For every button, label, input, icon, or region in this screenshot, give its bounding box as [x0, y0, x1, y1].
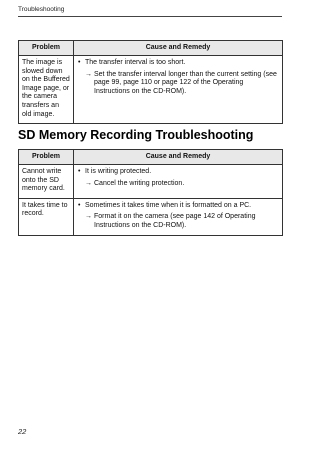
- arrow-right-icon: →: [85, 70, 92, 78]
- running-header: Troubleshooting: [18, 6, 65, 13]
- cause-text: It is writing protected.: [85, 168, 152, 175]
- problem-cell: Cannot write onto the SD memory card.: [19, 165, 74, 199]
- remedy-item: [77, 213, 279, 230]
- problem-column-header: Problem: [19, 150, 74, 165]
- troubleshooting-table-2: [18, 149, 283, 236]
- remedy-item: [77, 180, 279, 189]
- troubleshooting-table-1: [18, 40, 283, 124]
- cause-item: [77, 202, 279, 211]
- table-row: [19, 165, 283, 199]
- remedy-item: [77, 71, 279, 97]
- arrow-right-icon: →: [85, 179, 92, 187]
- page-number: 22: [18, 427, 27, 436]
- cause-column-header: Cause and Remedy: [74, 150, 283, 165]
- cause-item: [77, 168, 279, 177]
- remedy-text: Cancel the writing protection.: [94, 179, 185, 187]
- cause-text: The transfer interval is too short.: [85, 59, 186, 66]
- table-row: [19, 56, 283, 124]
- cause-remedy-cell: [74, 56, 283, 124]
- remedy-text: Format it on the camera (see page 142 of Operating Instructions on the CD-ROM).: [94, 213, 256, 229]
- problem-cell: The image is slowed down on the Buffered Image page, or the camera transfers an old image.: [19, 56, 74, 124]
- header-rule: [18, 16, 282, 17]
- cause-remedy-cell: [74, 198, 283, 235]
- table-header-row: [19, 150, 283, 165]
- bullet-icon: •: [78, 201, 81, 209]
- cause-item: [77, 59, 279, 68]
- table-row: [19, 198, 283, 235]
- problem-column-header: Problem: [19, 41, 74, 56]
- remedy-text: Set the transfer interval longer than the current setting (see page 99, page 110 or page 122 of the Operating Instructions on the CD-ROM).: [94, 70, 277, 95]
- bullet-icon: •: [78, 168, 81, 175]
- arrow-right-icon: →: [85, 213, 92, 221]
- problem-cell: It takes time to record.: [19, 198, 74, 235]
- cause-text: Sometimes it takes time when it is formatted on a PC.: [85, 201, 252, 209]
- cause-column-header: Cause and Remedy: [74, 41, 283, 56]
- section-title: SD Memory Recording Troubleshooting: [18, 128, 254, 142]
- table-header-row: [19, 41, 283, 56]
- bullet-icon: •: [78, 59, 81, 66]
- cause-remedy-cell: [74, 165, 283, 199]
